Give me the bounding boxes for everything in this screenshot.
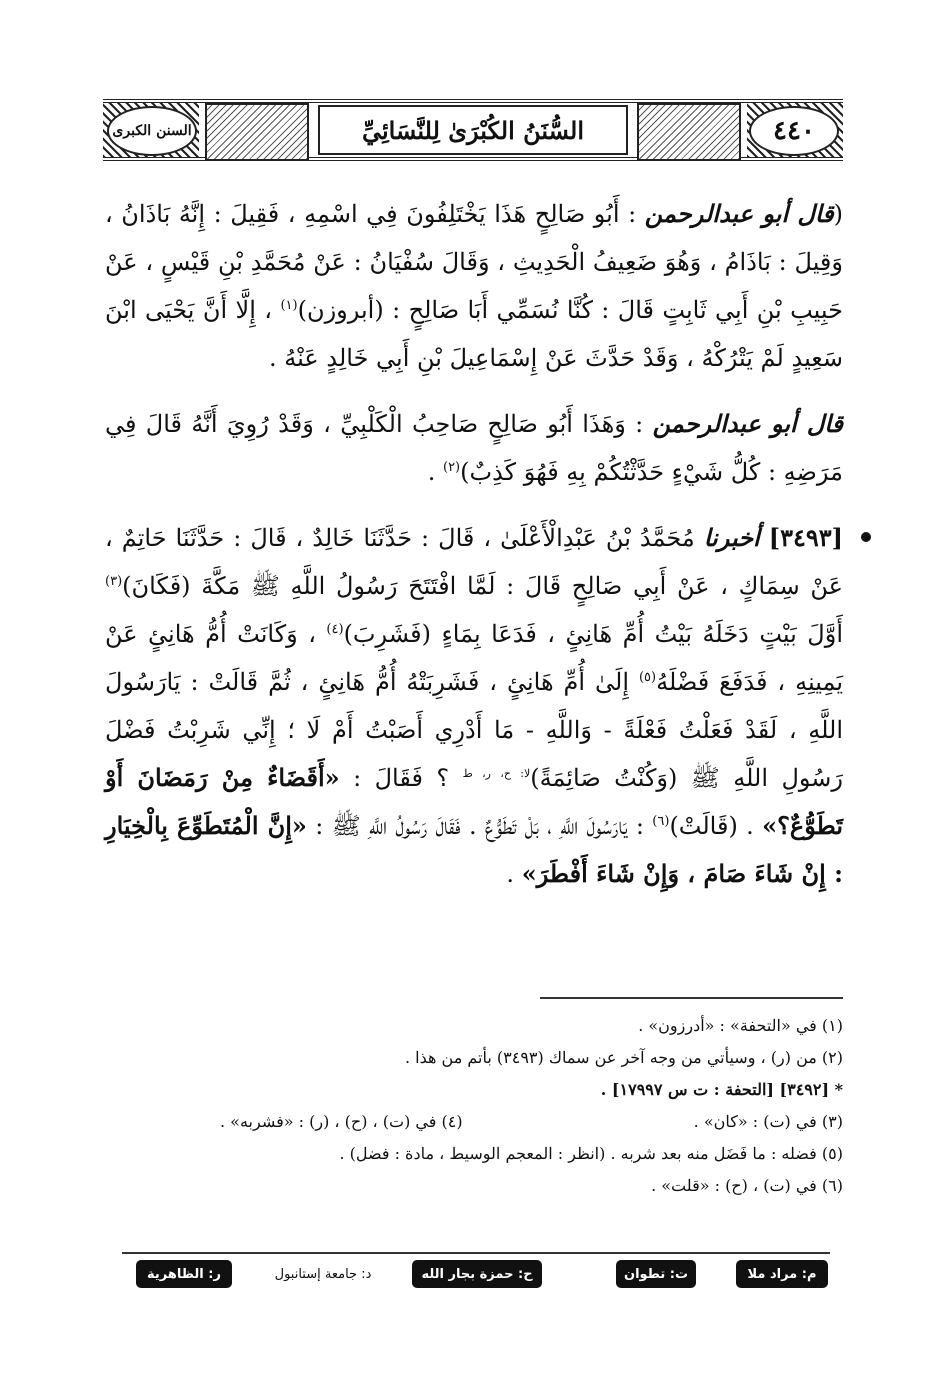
hadith-part-3: ، وَكَانَتْ أُمُّ هَانِئٍ عَنْ يَمِينِهِ ، فَدَفَعَ فَضْلَهُ [105,620,843,696]
hadith-quote-2: «إِنَّ الْمُتَطَوِّعَ بِالْخِيَارِ : إِنْ شَاءَ صَامَ ، وَإِنْ شَاءَ أَفْطَرَ» [105,811,843,888]
hadith-part-1: مُحَمَّدُ بْنُ عَبْدِالْأَعْلَىٰ ، قَالَ : حَدَّثَنَا خَالِدٌ ، قَالَ : حَدَّثَنَا حَاتِمٌ ، عَنْ سِمَاكٍ ، عَنْ أَبِي صَالِحٍ قَالَ : لَمَّا افْتَتَحَ رَسُولُ اللَّهِ ﷺ مَكَّةَ (فَكَانَ) [105,524,843,600]
header-ornament-inner-right [637,103,741,161]
hadith-part-4: إِلَىٰ أُمِّ هَانِئٍ ، فَشَرِبَتْهُ أُمُّ هَانِئٍ ، ثُمَّ قَالَتْ : يَارَسُولَ اللَّهِ ، لَقَدْ فَعَلْتُ فَعْلَةً - وَاللَّهِ - مَا أَدْرِي أَصَبْتُ أَمْ لَا ؛ إِنِّي شَرِبْتُ فَضْلَ رَسُولِ اللَّهِ ﷺ (وَكُنْتُ صَائِمَةً) [105,668,843,792]
hadith-quote-1: «أَقَضَاءٌ مِنْ رَمَضَانَ أَوْ تَطَوُّعٌ؟» [105,763,843,840]
footnote-ref-5: (٥) [638,670,657,685]
footnote-ref-4: (٤) [326,622,344,637]
legend-r: ر: الظاهرية [136,1260,232,1288]
manuscript-legend [130,1260,828,1292]
paragraph-2-lead: قال أبو عبدالرحمن [652,409,843,438]
footnote-5: (٥) فضله : ما فَضَل منه بعد شربه . (انظر : المعجم الوسيط ، مادة : فضل) . [339,1144,843,1163]
bottom-divider [122,1252,830,1254]
legend-h: ح: حمزة بجار الله [412,1260,542,1288]
footnote-ref-6: (٦) [652,814,670,829]
hadith-part-5: ؟ فَقَالَ : [353,764,450,792]
legend-m: م: مراد ملا [736,1260,828,1288]
footnote-3: (٣) في (ت) : «كان» . [693,1112,843,1131]
footnote-1: (١) في «التحفة» : «أدرزون» . [638,1016,843,1035]
bullet-icon [861,532,871,542]
hadith-lead: أخبرنا [703,523,760,552]
paragraph-2-tail: . [427,458,436,486]
paragraph-1-lead: قال أبو عبدالرحمن [644,199,834,228]
footnotes [130,1010,843,1202]
footnote-ref-1: (١) [280,298,298,313]
hadith-part-2: أَوَّلَ بَيْتٍ دَخَلَهُ بَيْتُ أُمِّ هَانِئٍ ، فَدَعَا بِمَاءٍ (فَشَرِبَ) [343,620,843,648]
header-ornament-inner-left [205,103,309,161]
footnote-divider [540,997,843,999]
header-title-box [318,105,628,155]
legend-d: د: جامعة إستانبول [274,1266,372,1282]
footnote-ref-3: (٣) [105,574,123,589]
page-header [103,99,843,161]
paragraph-2-text: : وَهَذَا أَبُو صَالِحٍ صَاحِبُ الْكَلْبِيِّ ، وَقَدْ رُوِيَ أَنَّهُ قَالَ فِي مَرَضِهِ : كُلُّ شَيْءٍ حَدَّثْتُكُمْ بِهِ فَهُوَ كَذِبٌ) [105,410,843,486]
variant-gloss: لا: ح، ر، ط [462,767,531,780]
paragraph-1-text: : أَبُو صَالِحٍ هَذَا يَخْتَلِفُونَ فِي اسْمِهِ ، فَقِيلَ : إِنَّهُ بَاذَانُ ، وَقِيلَ : بَاذَامُ ، وَهُوَ ضَعِيفُ الْحَدِيثِ ، وَقَالَ سُفْيَانُ : عَنْ مُحَمَّدِ بْنِ قَيْسٍ ، عَنْ حَبِيبِ بْنِ أَبِي ثَابِتٍ قَالَ : كُنَّا نُسَمِّي أَبَا صَالِحٍ : (أبروزن) [105,200,843,324]
hadith-part-6: . (قَالَتْ) [669,812,754,840]
header-ornament-left [103,103,199,157]
hadith-part-7: : يَارَسُولَ اللَّهِ ، بَلْ تَطَوُّعٌ . فَقَالَ رَسُولُ اللَّهِ ﷺ : [315,812,644,840]
header-seal: السنن الكبرى [107,106,197,156]
paragraph-1: (قال أبو عبدالرحمن : أَبُو صَالِحٍ هَذَا يَخْتَلِفُونَ فِي اسْمِهِ ، فَقِيلَ : إِنَّهُ بَاذَانُ ، وَقِيلَ : بَاذَامُ ، وَهُوَ ضَعِيفُ الْحَدِيثِ ، وَقَالَ سُفْيَانُ : عَنْ مُحَمَّدِ بْنِ قَيْسٍ ، عَنْ حَبِيبِ بْنِ أَبِي ثَابِتٍ قَالَ : كُنَّا نُسَمِّي أَبَا صَالِحٍ : (أبروزن)$^{(١)}$ ، إِلَّا أَنَّ يَحْيَى ابْنَ سَعِيدٍ لَمْ يَتْرُكْهُ ، وَقَدْ حَدَّثَ عَنْ إِسْمَاعِيلَ بْنِ أَبِي خَالِدٍ عَنْهُ . [105,199,843,372]
hadith-end: . [506,860,515,888]
paragraph-1-tail: ، إِلَّا أَنَّ يَحْيَى ابْنَ سَعِيدٍ لَمْ يَتْرُكْهُ ، وَقَدْ حَدَّثَ عَنْ إِسْمَاعِيلَ بْنِ أَبِي خَالِدٍ عَنْهُ . [105,296,843,372]
footnote-ref-2: (٢) [442,460,461,475]
footnote-star: * [٣٤٩٢] [التحفة : ت س ١٧٩٩٧] . [600,1080,843,1099]
page-number: ٤٤٠ [749,106,839,156]
paragraph-2 [105,400,843,496]
hadith-paragraph [105,514,843,898]
footnote-4: (٤) في (ت) ، (ح) ، (ر) : «فشربه» . [220,1112,463,1131]
legend-t: ت: تطوان [616,1260,696,1288]
footnote-6: (٦) في (ت) ، (ح) : «قلت» . [651,1176,843,1195]
footnote-row-3-4 [130,1106,843,1138]
main-text [105,190,843,898]
footnote-2: (٢) من (ر) ، وسيأتي من وجه آخر عن سماك (٣٤٩٣) بأتم من هذا . [404,1048,843,1067]
header-ornament-right [747,103,843,157]
hadith-number: [٣٤٩٣] [768,523,843,552]
book-title: السُّنَنُ الكُبْرَىٰ لِلنَّسَائِيِّ [361,115,585,145]
